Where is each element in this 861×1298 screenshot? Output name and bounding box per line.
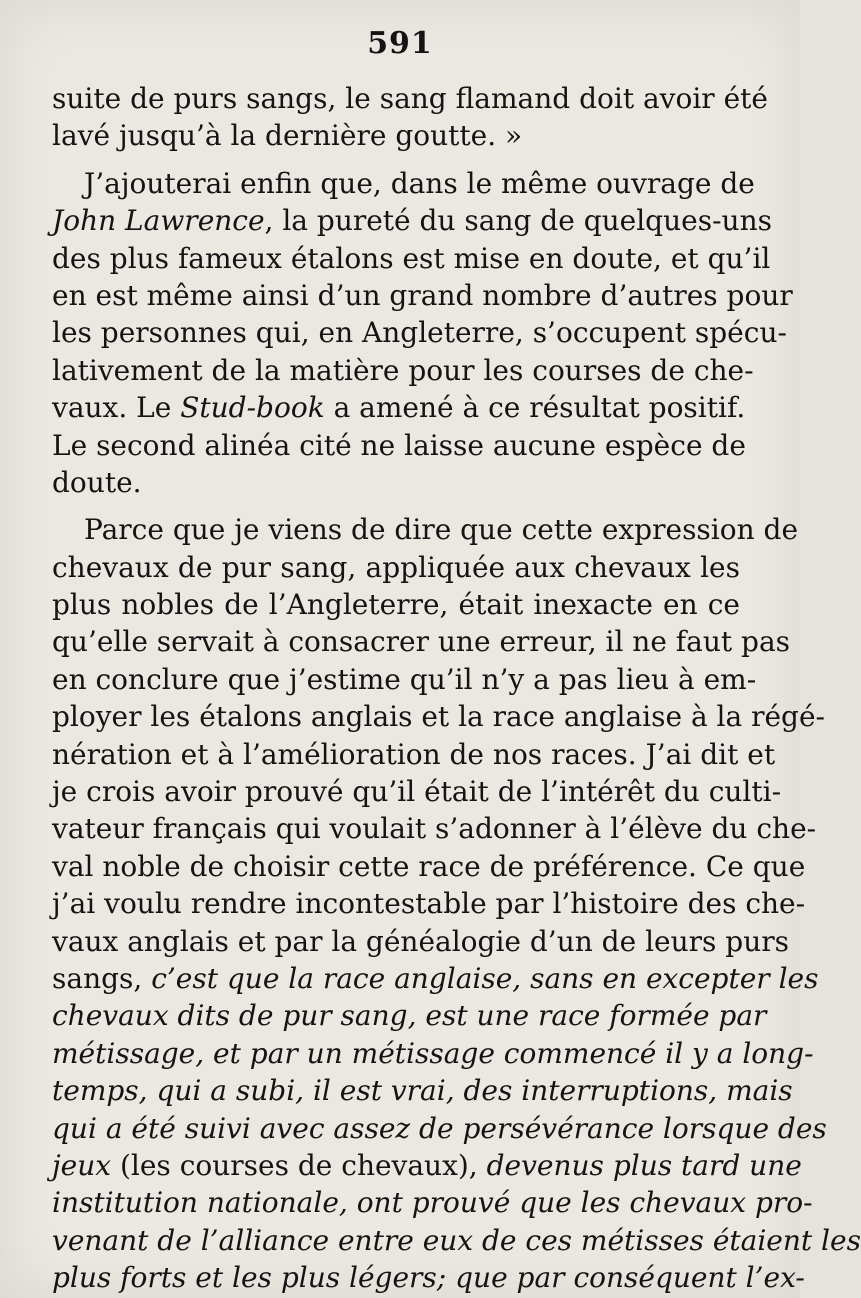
text-line: [52, 586, 740, 623]
roman-text: plus nobles de l’Angleterre, était inexacte en ce: [52, 588, 740, 622]
text-line: [52, 165, 755, 202]
text-line: [52, 960, 819, 997]
italic-text: jeux: [52, 1148, 112, 1182]
paragraph: [52, 511, 861, 1296]
text-line: [52, 277, 793, 314]
roman-text: j’ai voulu rendre incontestable par l’histoire des che-: [52, 887, 806, 921]
italic-text: institution nationale, ont prouvé que les chevaux pro-: [52, 1186, 813, 1220]
text-line: [52, 661, 757, 698]
roman-text: , la pureté du sang de quelques-uns: [264, 204, 772, 238]
roman-text: qu’elle servait à consacrer une erreur, il ne faut pas: [52, 625, 791, 659]
text-line: [52, 698, 826, 735]
text-line: [52, 240, 771, 277]
roman-text: J’ajouterai enfin que, dans le même ouvrage de: [84, 166, 755, 200]
paragraph-gap: [52, 155, 740, 165]
roman-text: nération et à l’amélioration de nos races. J’ai dit et: [52, 737, 776, 771]
roman-text: vaux anglais et par la généalogie d’un de leurs purs: [52, 924, 789, 958]
roman-text: les personnes qui, en Angleterre, s’occupent spécu-: [52, 316, 787, 350]
text-line: [52, 623, 791, 660]
text-line: [52, 923, 789, 960]
italic-text: Stud-book: [180, 391, 325, 425]
roman-text: suite de purs sangs, le sang flamand doit avoir été: [52, 82, 768, 115]
roman-text: a amené à ce résultat positif.: [324, 391, 746, 425]
italic-text: c’est que la race anglaise, sans en excepter les: [151, 961, 819, 995]
roman-text: vaux. Le: [52, 391, 181, 425]
italic-text: venant de l’alliance entre eux de ces métisses étaient les: [52, 1223, 861, 1257]
text-line: [52, 810, 817, 847]
roman-text: Le second alinéa cité ne laisse aucune espèce de: [52, 428, 746, 462]
text-line: [52, 1147, 802, 1184]
roman-text: en est même ainsi d’un grand nombre d’autres pour: [52, 278, 793, 312]
roman-text: vateur français qui voulait s’adonner à l’élève du che-: [52, 812, 817, 846]
roman-text: je crois avoir prouvé qu’il était de l’intérêt du culti-: [52, 775, 782, 809]
roman-text: des plus fameux étalons est mise en doute, et qu’il: [52, 241, 771, 275]
italic-text: chevaux dits de pur sang, est une race formée par: [52, 999, 767, 1033]
paragraph-gap: [52, 501, 740, 511]
italic-text: plus forts et les plus légers; que par conséquent l’ex-: [52, 1261, 805, 1295]
text-line: [52, 549, 740, 586]
italic-text: qui a été suivi avec assez de persévérance lorsque des: [52, 1111, 827, 1145]
roman-text: ployer les étalons anglais et la race anglaise à la régé-: [52, 700, 826, 734]
paragraph: [52, 165, 793, 502]
italic-text: John Lawrence: [52, 204, 265, 238]
roman-text: chevaux de pur sang, appliquée aux chevaux les: [52, 550, 740, 584]
page-body: [52, 80, 861, 1297]
roman-text: lavé jusqu’à la dernière goutte. »: [52, 119, 523, 153]
text-line: [52, 885, 806, 922]
text-line: [52, 464, 740, 501]
italic-text: temps, qui a subi, il est vrai, des interruptions, mais: [52, 1074, 793, 1108]
text-line: [52, 1035, 814, 1072]
roman-text: Parce que je viens de dire que cette expression de: [84, 513, 799, 547]
roman-text: en conclure que j’estime qu’il n’y a pas lieu à em-: [52, 662, 757, 696]
text-line: [52, 427, 746, 464]
text-line: [52, 736, 776, 773]
text-line: [52, 1072, 793, 1109]
text-line: [52, 1184, 813, 1221]
text-line: [52, 997, 767, 1034]
roman-text: (les courses de chevaux),: [111, 1148, 487, 1182]
page-number: 591: [367, 26, 433, 61]
text-line: [52, 389, 746, 426]
text-line: [52, 848, 806, 885]
text-line: [52, 1259, 805, 1296]
text-line: [52, 117, 740, 154]
text-line: [52, 202, 772, 239]
paragraph: [52, 80, 768, 155]
text-line: [52, 511, 799, 548]
roman-text: doute.: [52, 465, 142, 499]
text-line: [52, 773, 782, 810]
text-line: [52, 1110, 827, 1147]
text-line: [52, 1222, 861, 1259]
roman-text: val noble de choisir cette race de préférence. Ce que: [52, 849, 806, 883]
text-line: [52, 80, 768, 117]
italic-text: devenus plus tard une: [486, 1148, 802, 1182]
italic-text: métissage, et par un métissage commencé il y a long-: [52, 1036, 814, 1070]
text-line: [52, 352, 754, 389]
text-line: [52, 314, 787, 351]
roman-text: lativement de la matière pour les courses de che-: [52, 353, 754, 387]
roman-text: sangs,: [52, 961, 152, 995]
